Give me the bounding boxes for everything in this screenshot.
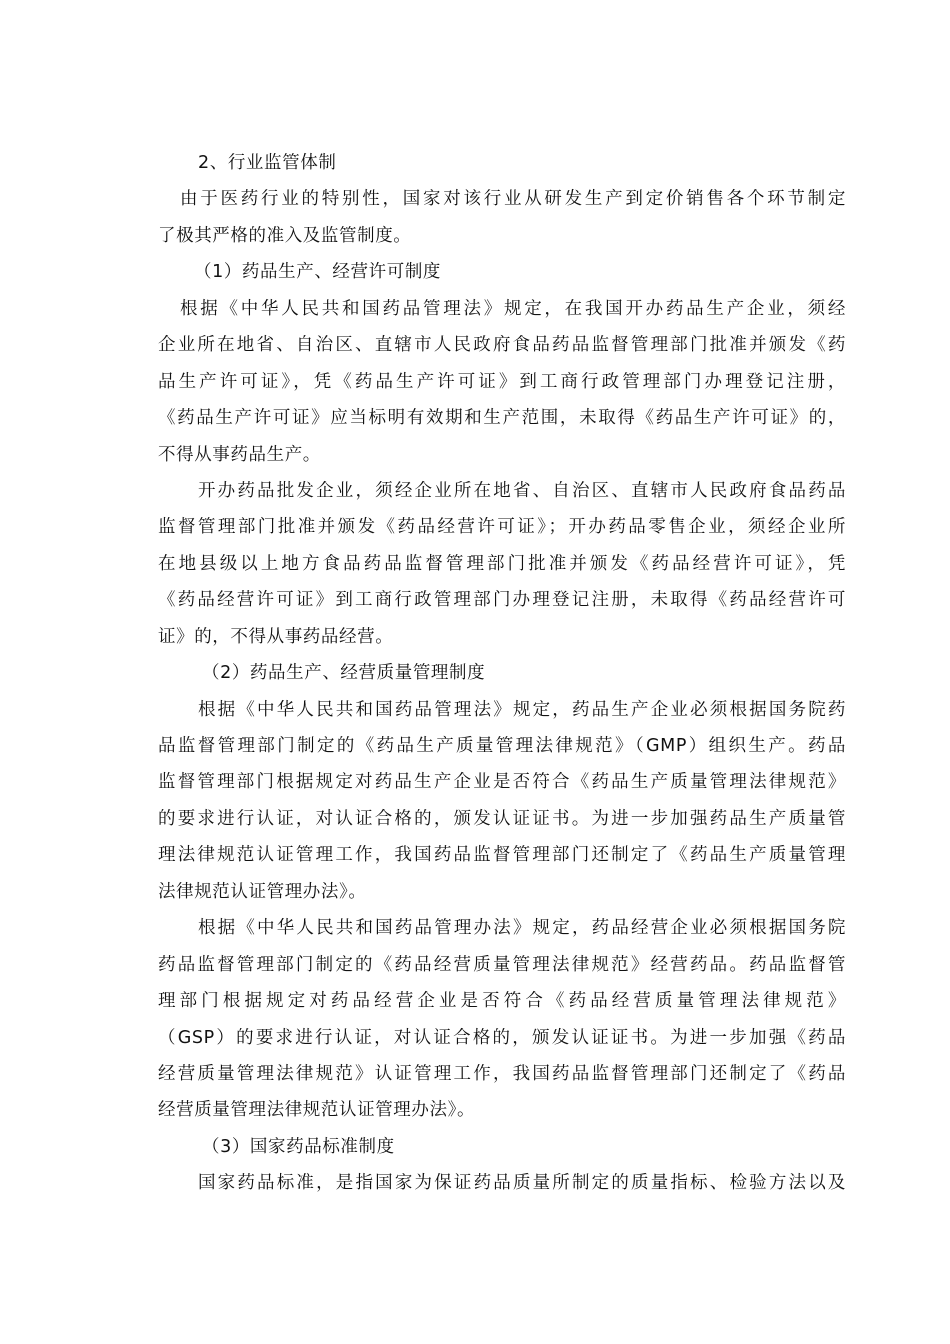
paragraph-line: 法律规范认证管理办法》。: [158, 881, 367, 902]
paragraph-line: 企业所在地省、自治区、直辖市人民政府食品药品监督管理部门批准并颁发《药: [158, 335, 846, 356]
section-heading: 2、行业监管体制: [198, 153, 337, 173]
paragraph-line: 《药品经营许可证》到工商行政管理部门办理登记注册，未取得《药品经营许可: [158, 590, 846, 611]
paragraph-line: 根据《中华人民共和国药品管理法》规定，药品生产企业必须根据国务院药: [198, 699, 846, 720]
paragraph-line: 了极其严格的准入及监管制度。: [158, 225, 412, 246]
paragraph-line: 开办药品批发企业，须经企业所在地省、自治区、直辖市人民政府食品药品: [198, 480, 846, 501]
paragraph-line: 《药品生产许可证》应当标明有效期和生产范围，未取得《药品生产许可证》的，: [158, 408, 846, 429]
paragraph-line: 监督管理部门根据规定对药品生产企业是否符合《药品生产质量管理法律规范》: [158, 772, 846, 793]
paragraph-line: 品生产许可证》，凭《药品生产许可证》到工商行政管理部门办理登记注册，: [158, 371, 846, 392]
paragraph-line: 根据《中华人民共和国药品管理法》规定，在我国开办药品生产企业，须经: [180, 298, 846, 319]
paragraph-line: 由于医药行业的特别性，国家对该行业从研发生产到定价销售各个环节制定: [180, 189, 846, 210]
paragraph-line: 理部门根据规定对药品经营企业是否符合《药品经营质量管理法律规范》: [158, 991, 846, 1012]
paragraph-line: 经营质量管理法律规范认证管理办法》。: [158, 1100, 476, 1121]
document-body: [158, 148, 846, 1205]
paragraph-line: 理法律规范认证管理工作，我国药品监督管理部门还制定了《药品生产质量管理: [158, 845, 846, 866]
paragraph-line: （GSP）的要求进行认证，对认证合格的，颁发认证证书。为进一步加强《药品: [158, 1027, 846, 1048]
subsection-heading: （2）药品生产、经营质量管理制度: [202, 663, 486, 684]
paragraph-line: 的要求进行认证，对认证合格的，颁发认证证书。为进一步加强药品生产质量管: [158, 808, 846, 829]
paragraph-line: 不得从事药品生产。: [158, 444, 321, 465]
subsection-heading: （1）药品生产、经营许可制度: [194, 262, 442, 283]
paragraph-line: 国家药品标准，是指国家为保证药品质量所制定的质量指标、检验方法以及: [198, 1173, 846, 1194]
subsection-heading: （3）国家药品标准制度: [202, 1136, 395, 1157]
paragraph-line: 在地县级以上地方食品药品监督管理部门批准并颁发《药品经营许可证》，凭: [158, 553, 846, 574]
paragraph-line: 药品监督管理部门制定的《药品经营质量管理法律规范》经营药品。药品监督管: [158, 954, 846, 975]
paragraph-line: 经营质量管理法律规范》认证管理工作，我国药品监督管理部门还制定了《药品: [158, 1063, 846, 1084]
paragraph-line: 根据《中华人民共和国药品管理办法》规定，药品经营企业必须根据国务院: [198, 918, 846, 939]
paragraph-line: 监督管理部门批准并颁发《药品经营许可证》；开办药品零售企业，须经企业所: [158, 517, 846, 538]
paragraph-line: 证》的，不得从事药品经营。: [158, 626, 394, 647]
paragraph-line: 品监督管理部门制定的《药品生产质量管理法律规范》（GMP）组织生产。药品: [158, 736, 846, 756]
